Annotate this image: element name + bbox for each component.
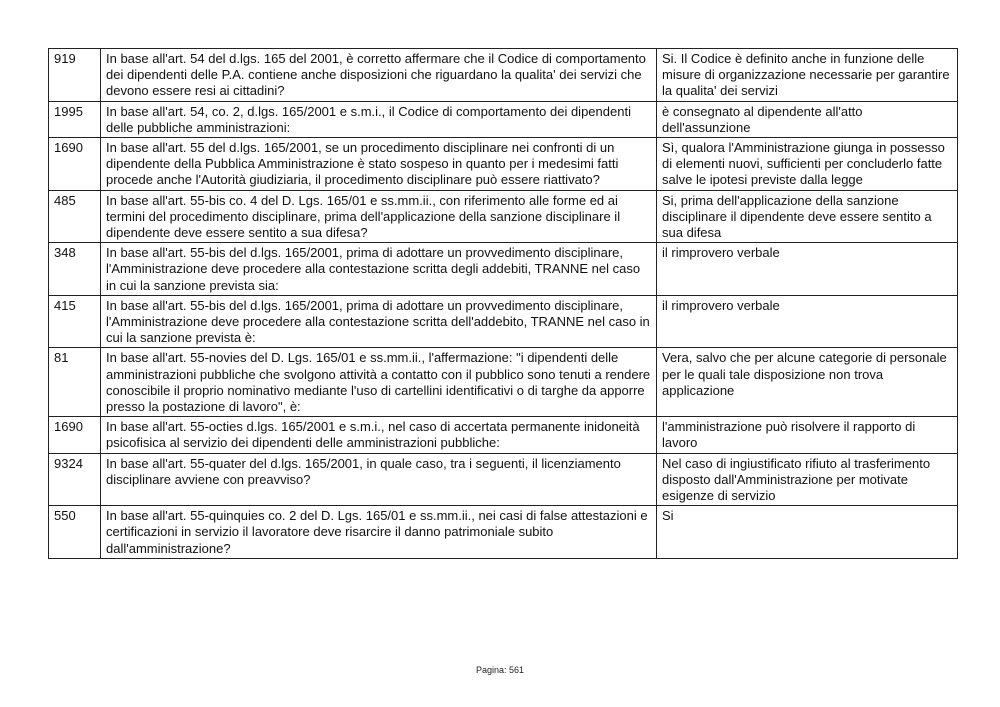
question-id-cell: 1995 (49, 101, 101, 137)
table-row (49, 348, 958, 417)
question-id-cell: 1690 (49, 138, 101, 191)
question-id-cell: 81 (49, 348, 101, 417)
answer-text-cell: Sì, qualora l'Amministrazione giunga in possesso di elementi nuovi, sufficienti per concluderlo fatte salve le ipotesi previste dalla legge (657, 138, 958, 191)
table-row (49, 138, 958, 191)
question-text-cell: In base all'art. 55-bis del d.lgs. 165/2001, prima di adottare un provvedimento disciplinare, l'Amministrazione deve procedere alla contestazione scritta degli addebiti, TRANNE nel caso in cui la sanzione prevista sia: (101, 243, 657, 296)
question-text-cell: In base all'art. 55-bis del d.lgs. 165/2001, prima di adottare un provvedimento disciplinare, l'Amministrazione deve procedere alla contestazione scritta dell'addebito, TRANNE nel caso in cui la sanzione prevista è: (101, 295, 657, 348)
question-id-cell: 348 (49, 243, 101, 296)
page-number: Pagina: 561 (475, 665, 525, 675)
questions-table (48, 48, 958, 559)
answer-text-cell: è consegnato al dipendente all'atto dell'assunzione (657, 101, 958, 137)
question-id-cell: 919 (49, 49, 101, 102)
page-footer (0, 665, 1000, 675)
answer-text-cell: Si (657, 506, 958, 559)
table-row (49, 49, 958, 102)
table-row (49, 453, 958, 506)
question-text-cell: In base all'art. 55-quater del d.lgs. 165/2001, in quale caso, tra i seguenti, il licenziamento disciplinare avviene con preavviso? (101, 453, 657, 506)
answer-text-cell: il rimprovero verbale (657, 243, 958, 296)
answer-text-cell: l'amministrazione può risolvere il rapporto di lavoro (657, 417, 958, 453)
table-row (49, 101, 958, 137)
question-text-cell: In base all'art. 55-novies del D. Lgs. 165/01 e ss.mm.ii., l'affermazione: "i dipendenti delle amministrazioni pubbliche che svolgono attività a contatto con il pubblico sono tenuti a rendere conoscibile il proprio nominativo mediante l'uso di cartellini identificativi o di targhe da apporre presso la postazione di lavoro", è: (101, 348, 657, 417)
question-id-cell: 550 (49, 506, 101, 559)
table-row (49, 295, 958, 348)
answer-text-cell: il rimprovero verbale (657, 295, 958, 348)
question-id-cell: 415 (49, 295, 101, 348)
question-text-cell: In base all'art. 55-bis co. 4 del D. Lgs. 165/01 e ss.mm.ii., con riferimento alle forme ed ai termini del procedimento disciplinare, prima dell'applicazione della sanzione disciplinare il dipendente deve essere sentito a sua difesa? (101, 190, 657, 243)
question-text-cell: In base all'art. 55 del d.lgs. 165/2001, se un procedimento disciplinare nei confronti di un dipendente della Pubblica Amministrazione è stato sospeso in quanto per i medesimi fatti procede anche l'Autorità giudiziaria, il procedimento disciplinare può essere riattivato? (101, 138, 657, 191)
table-row (49, 417, 958, 453)
question-id-cell: 9324 (49, 453, 101, 506)
answer-text-cell: Nel caso di ingiustificato rifiuto al trasferimento disposto dall'Amministrazione per motivate esigenze di servizio (657, 453, 958, 506)
question-id-cell: 1690 (49, 417, 101, 453)
question-text-cell: In base all'art. 54, co. 2, d.lgs. 165/2001 e s.m.i., il Codice di comportamento dei dipendenti delle pubbliche amministrazioni: (101, 101, 657, 137)
answer-text-cell: Vera, salvo che per alcune categorie di personale per le quali tale disposizione non trova applicazione (657, 348, 958, 417)
answer-text-cell: Si, prima dell'applicazione della sanzione disciplinare il dipendente deve essere sentito a sua difesa (657, 190, 958, 243)
table-row (49, 506, 958, 559)
question-text-cell: In base all'art. 55-octies d.lgs. 165/2001 e s.m.i., nel caso di accertata permanente inidoneità psicofisica al servizio dei dipendenti delle amministrazioni pubbliche: (101, 417, 657, 453)
question-id-cell: 485 (49, 190, 101, 243)
table-row (49, 190, 958, 243)
table-row (49, 243, 958, 296)
question-text-cell: In base all'art. 55-quinquies co. 2 del D. Lgs. 165/01 e ss.mm.ii., nei casi di false attestazioni e certificazioni in servizio il lavoratore deve risarcire il danno patrimoniale subito dall'amministrazione? (101, 506, 657, 559)
question-text-cell: In base all'art. 54 del d.lgs. 165 del 2001, è corretto affermare che il Codice di comportamento dei dipendenti delle P.A. contiene anche disposizioni che riguardano la qualita' dei servizi che devono essere resi ai cittadini? (101, 49, 657, 102)
answer-text-cell: Si. Il Codice è definito anche in funzione delle misure di organizzazione necessarie per garantire la qualita' dei servizi (657, 49, 958, 102)
questions-table-body (49, 49, 958, 559)
